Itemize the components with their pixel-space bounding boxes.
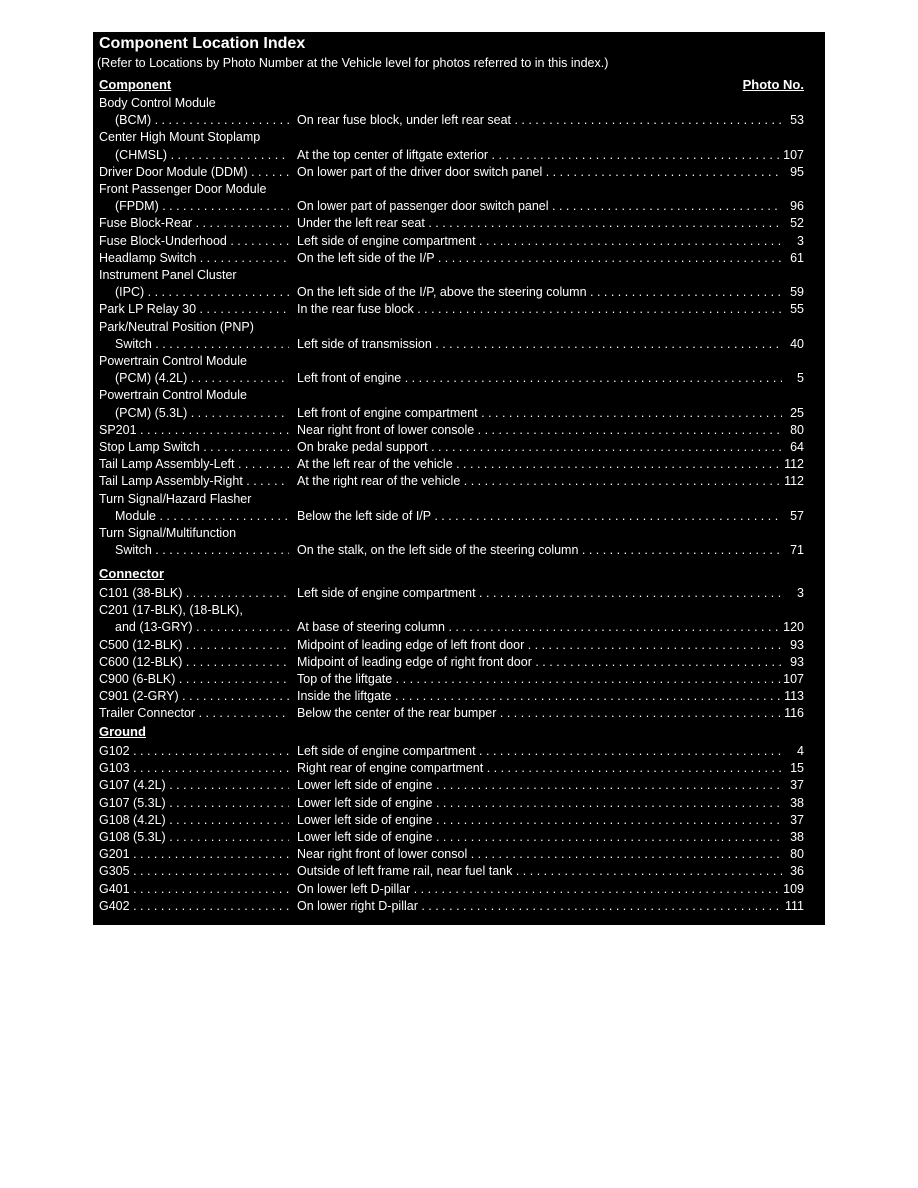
ground-photo-number: 80 xyxy=(790,847,804,862)
connector-name: C101 (38-BLK) . . . xyxy=(99,585,289,602)
component-section-header: Component xyxy=(99,77,172,92)
component-name: (BCM) . . . xyxy=(115,112,289,129)
connector-name: and (13-GRY) . . . xyxy=(115,619,289,636)
ground-location: Outside of left frame rail, near fuel tank . . . xyxy=(297,863,782,880)
ground-photo-number: 38 xyxy=(790,830,804,844)
ground-location: Near right front of lower consol . . . xyxy=(297,846,782,863)
connector-row xyxy=(99,637,804,654)
ground-photo-number: 15 xyxy=(790,761,804,776)
ground-location: Lower left side of engine . . . xyxy=(297,795,782,812)
component-name: Driver Door Module (DDM) . . . xyxy=(99,164,289,181)
ground-photo-number: 38 xyxy=(790,795,804,810)
component-name: Headlamp Switch . . . xyxy=(99,250,289,267)
connector-name: C901 (2-GRY) . . . xyxy=(99,688,289,705)
component-name: SP201 . . . xyxy=(99,422,289,439)
ground-name: G201 . . . xyxy=(99,846,289,863)
component-photo-number: 5 xyxy=(797,371,804,386)
ground-row xyxy=(99,760,804,777)
component-heading-line: Powertrain Control Module xyxy=(99,354,247,368)
component-row xyxy=(99,542,804,559)
component-row xyxy=(99,112,804,129)
ground-location: Right rear of engine compartment . . . xyxy=(297,760,782,777)
connector-row xyxy=(99,671,804,688)
connector-row xyxy=(99,585,804,602)
component-location: On lower part of the driver door switch panel . . . xyxy=(297,164,782,181)
connector-heading-line: C201 (17-BLK), (18-BLK), xyxy=(99,603,243,618)
connector-photo-number: 107 xyxy=(783,672,804,686)
component-row xyxy=(99,422,804,439)
connector-name: Trailer Connector . . . xyxy=(99,705,289,722)
ground-location: Left side of engine compartment . . . xyxy=(297,743,782,760)
component-name: (PCM) (5.3L) . . . xyxy=(115,405,289,422)
component-heading-line: Park/Neutral Position (PNP) xyxy=(99,319,254,334)
connector-location: Top of the liftgate . . . xyxy=(297,671,782,688)
connector-photo-number: 113 xyxy=(784,689,804,704)
component-heading-line: Front Passenger Door Module xyxy=(99,182,267,196)
component-photo-number: 61 xyxy=(790,250,804,265)
ground-row xyxy=(99,743,804,760)
ground-name: G402 . . . xyxy=(99,898,289,915)
component-photo-number: 3 xyxy=(797,233,804,248)
component-location-index-panel xyxy=(93,32,825,925)
component-row xyxy=(99,370,804,387)
photo-number-header: Photo No. xyxy=(742,77,804,92)
ground-row xyxy=(99,863,804,880)
component-row xyxy=(99,198,804,215)
ground-name: G102 . . . xyxy=(99,743,289,760)
component-photo-number: 95 xyxy=(790,164,804,179)
component-name: (CHMSL) . . . xyxy=(115,147,289,164)
connector-photo-number: 93 xyxy=(790,654,804,669)
ground-photo-number: 109 xyxy=(783,881,804,896)
component-heading-line: Powertrain Control Module xyxy=(99,388,247,403)
component-row xyxy=(99,250,804,267)
page-subtitle: (Refer to Locations by Photo Number at the Vehicle level for photos referred to in this index.) xyxy=(97,56,609,70)
ground-row xyxy=(99,812,804,829)
component-heading-line: Turn Signal/Hazard Flasher xyxy=(99,491,252,506)
component-photo-number: 64 xyxy=(790,440,804,454)
component-name: Tail Lamp Assembly-Left . . . xyxy=(99,456,289,473)
connector-row xyxy=(99,688,804,705)
component-name: Park LP Relay 30 . . . xyxy=(99,301,289,318)
connector-row xyxy=(99,654,804,671)
connector-location: Midpoint of leading edge of right front door . . . xyxy=(297,654,782,671)
ground-photo-number: 37 xyxy=(790,812,804,827)
component-heading-line: Instrument Panel Cluster xyxy=(99,268,237,282)
ground-row xyxy=(99,898,804,915)
ground-row xyxy=(99,846,804,863)
ground-row xyxy=(99,881,804,898)
component-row xyxy=(99,233,804,250)
connector-section-header: Connector xyxy=(99,566,164,581)
component-photo-number: 112 xyxy=(784,457,804,472)
component-name: Switch . . . xyxy=(115,542,289,559)
component-location: On brake pedal support . . . xyxy=(297,439,782,456)
component-location: On the left side of the I/P, above the steering column . . . xyxy=(297,284,782,301)
component-location: Left side of engine compartment . . . xyxy=(297,233,782,250)
component-row xyxy=(99,439,804,456)
component-location: On rear fuse block, under left rear seat . . . xyxy=(297,112,782,129)
connector-name: C600 (12-BLK) . . . xyxy=(99,654,289,671)
component-row xyxy=(99,508,804,525)
connector-row xyxy=(99,705,804,722)
connector-location: At base of steering column . . . xyxy=(297,619,782,636)
connector-location: Inside the liftgate . . . xyxy=(297,688,782,705)
ground-name: G107 (4.2L) . . . xyxy=(99,777,289,794)
ground-row xyxy=(99,795,804,812)
component-photo-number: 55 xyxy=(790,302,804,317)
component-photo-number: 53 xyxy=(790,113,804,128)
component-row xyxy=(99,473,804,490)
ground-photo-number: 111 xyxy=(784,898,804,913)
component-location: On lower part of passenger door switch panel . . . xyxy=(297,198,782,215)
component-photo-number: 71 xyxy=(790,543,804,558)
component-photo-number: 96 xyxy=(790,199,804,214)
component-location: On the stalk, on the left side of the steering column . . . xyxy=(297,542,782,559)
component-photo-number: 25 xyxy=(790,405,804,420)
component-location: On the left side of the I/P . . . xyxy=(297,250,782,267)
component-name: Switch . . . xyxy=(115,336,289,353)
component-photo-number: 57 xyxy=(790,508,804,523)
component-row xyxy=(99,456,804,473)
page-title: Component Location Index xyxy=(99,35,306,52)
component-name: (IPC) . . . xyxy=(115,284,289,301)
component-name: Fuse Block-Rear . . . xyxy=(99,215,289,232)
component-photo-number: 52 xyxy=(790,216,804,231)
component-name: (FPDM) . . . xyxy=(115,198,289,215)
component-location: Near right front of lower console . . . xyxy=(297,422,782,439)
ground-photo-number: 37 xyxy=(790,778,804,793)
ground-location: Lower left side of engine . . . xyxy=(297,812,782,829)
component-row xyxy=(99,405,804,422)
ground-section-header: Ground xyxy=(99,724,146,739)
component-row xyxy=(99,284,804,301)
component-location: Left front of engine compartment . . . xyxy=(297,405,782,422)
ground-location: Lower left side of engine . . . xyxy=(297,777,782,794)
component-name: (PCM) (4.2L) . . . xyxy=(115,370,289,387)
connector-photo-number: 120 xyxy=(783,620,804,635)
ground-name: G108 (4.2L) . . . xyxy=(99,812,289,829)
connector-photo-number: 3 xyxy=(797,586,804,600)
component-heading-line: Turn Signal/Multifunction xyxy=(99,526,237,540)
ground-name: G108 (5.3L) . . . xyxy=(99,829,289,846)
component-row xyxy=(99,336,804,353)
component-photo-number: 80 xyxy=(790,422,804,437)
connector-photo-number: 116 xyxy=(784,706,804,721)
ground-photo-number: 4 xyxy=(797,744,804,758)
component-name: Tail Lamp Assembly-Right . . . xyxy=(99,473,289,490)
component-name: Fuse Block-Underhood . . . xyxy=(99,233,289,250)
component-photo-number: 59 xyxy=(790,285,804,300)
component-location: At the left rear of the vehicle . . . xyxy=(297,456,782,473)
component-name: Stop Lamp Switch . . . xyxy=(99,439,289,456)
component-location: At the top center of liftgate exterior . . . xyxy=(297,147,782,164)
ground-name: G107 (5.3L) . . . xyxy=(99,795,289,812)
component-heading-line: Center High Mount Stoplamp xyxy=(99,130,261,145)
component-photo-number: 112 xyxy=(784,474,804,489)
connector-name: C500 (12-BLK) . . . xyxy=(99,637,289,654)
component-row xyxy=(99,147,804,164)
ground-row xyxy=(99,777,804,794)
component-name: Module . . . xyxy=(115,508,289,525)
component-photo-number: 107 xyxy=(783,147,804,162)
component-location: Left front of engine . . . xyxy=(297,370,782,387)
component-row xyxy=(99,215,804,232)
ground-location: On lower right D-pillar . . . xyxy=(297,898,782,915)
component-location: At the right rear of the vehicle . . . xyxy=(297,473,782,490)
ground-photo-number: 36 xyxy=(790,864,804,879)
connector-location: Left side of engine compartment . . . xyxy=(297,585,782,602)
ground-location: On lower left D-pillar . . . xyxy=(297,881,782,898)
component-location: Under the left rear seat . . . xyxy=(297,215,782,232)
ground-name: G305 . . . xyxy=(99,863,289,880)
ground-name: G401 . . . xyxy=(99,881,289,898)
connector-photo-number: 93 xyxy=(790,637,804,652)
component-photo-number: 40 xyxy=(790,336,804,351)
connector-location: Midpoint of leading edge of left front door . . . xyxy=(297,637,782,654)
connector-location: Below the center of the rear bumper . . . xyxy=(297,705,782,722)
ground-name: G103 . . . xyxy=(99,760,289,777)
ground-location: Lower left side of engine . . . xyxy=(297,829,782,846)
component-row xyxy=(99,164,804,181)
component-location: Below the left side of I/P . . . xyxy=(297,508,782,525)
component-location: In the rear fuse block . . . xyxy=(297,301,782,318)
component-location: Left side of transmission . . . xyxy=(297,336,782,353)
connector-name: C900 (6-BLK) . . . xyxy=(99,671,289,688)
connector-row xyxy=(99,619,804,636)
ground-row xyxy=(99,829,804,846)
component-row xyxy=(99,301,804,318)
component-heading-line: Body Control Module xyxy=(99,96,216,110)
